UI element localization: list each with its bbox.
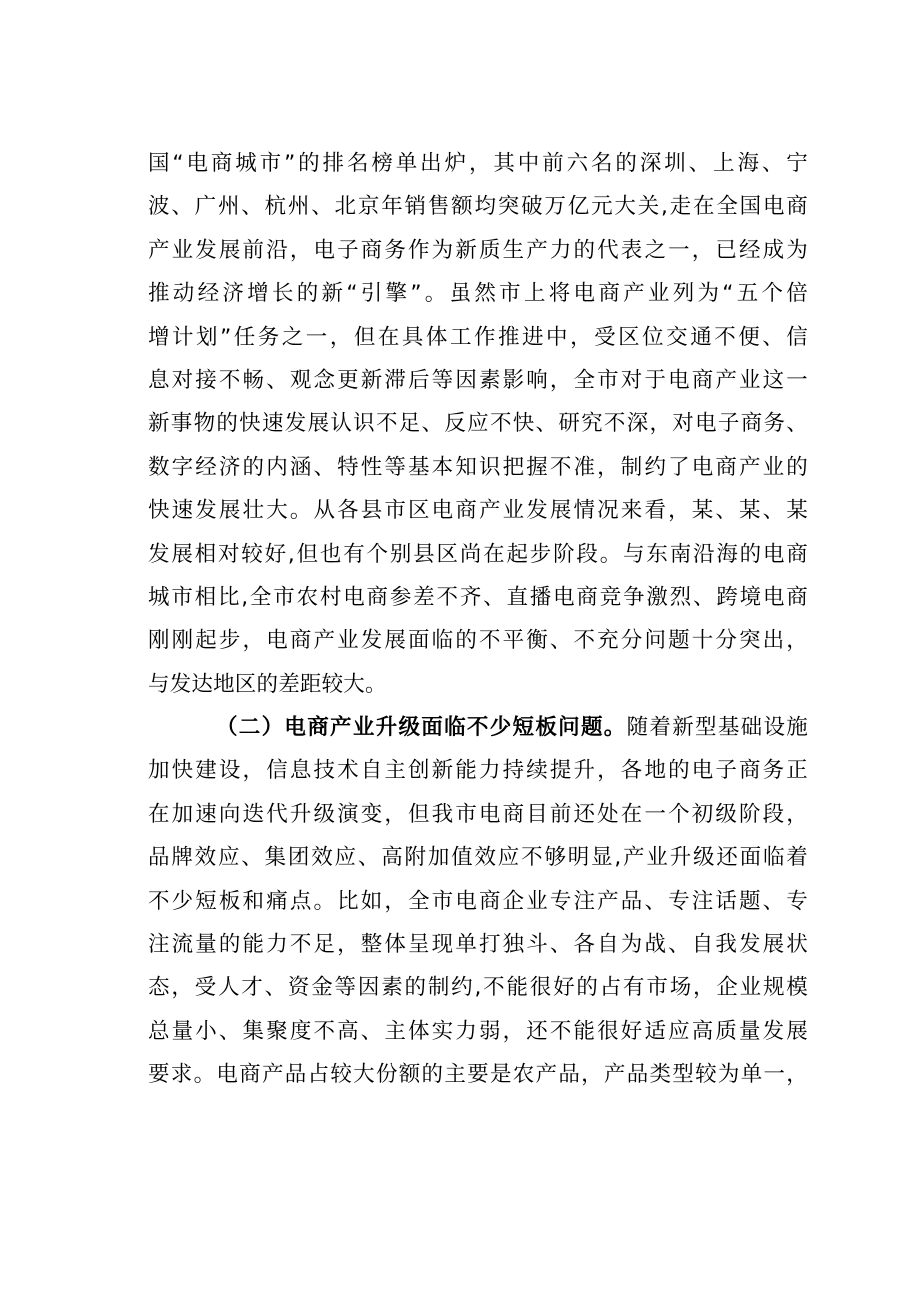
paragraph-line: 要求。电商产品占较大份额的主要是农产品，产品类型较为单一，: [148, 1062, 808, 1088]
paragraph-line: 国“电商城市”的排名榜单出炉，其中前六名的深圳、上海、宁: [148, 151, 808, 176]
paragraph-line: 波、广州、杭州、北京年销售额均突破万亿元大关,走在全国电商: [148, 194, 808, 220]
paragraph-line: 品牌效应、集团效应、高附加值效应不够明显,产业升级还面临着: [148, 845, 808, 871]
section-2-first-line-text: 随着新型基础设施: [626, 715, 808, 741]
paragraph-line: 快速发展壮大。从各县市区电商产业发展情况来看，某、某、某: [148, 498, 808, 524]
paragraph-line: 产业发展前沿，电子商务作为新质生产力的代表之一，已经成为: [148, 237, 808, 263]
paragraph-line: 新事物的快速发展认识不足、反应不快、研究不深，对电子商务、: [148, 411, 808, 437]
section-2-first-line: [148, 706, 808, 749]
paragraph-line: 发展相对较好,但也有个别县区尚在起步阶段。与东南沿海的电商: [148, 541, 808, 567]
body-text: [148, 142, 808, 1097]
paragraph-line: 息对接不畅、观念更新滞后等因素影响，全市对于电商产业这一: [148, 367, 808, 393]
section-2-heading: （二）电商产业升级面临不少短板问题。: [216, 715, 627, 741]
paragraph-line: 数字经济的内涵、特性等基本知识把握不准，制约了电商产业的: [148, 454, 808, 480]
paragraph-line: 加快建设，信息技术自主创新能力持续提升，各地的电子商务正: [148, 758, 808, 784]
paragraph-line: 不少短板和痛点。比如，全市电商企业专注产品、专注话题、专: [148, 888, 808, 914]
paragraph-line: 城市相比,全市农村电商参差不齐、直播电商竞争激烈、跨境电商: [148, 584, 808, 610]
paragraph-line: 推动经济增长的新“引擎”。虽然市上将电商产业列为“五个倍: [148, 281, 808, 307]
paragraph-line: 刚刚起步，电商产业发展面临的不平衡、不充分问题十分突出，: [148, 628, 808, 654]
paragraph-line: 在加速向迭代升级演变，但我市电商目前还处在一个初级阶段，: [148, 801, 808, 827]
paragraph-line: 增计划”任务之一，但在具体工作推进中，受区位交通不便、信: [148, 324, 808, 350]
paragraph-line: 总量小、集聚度不高、主体实力弱，还不能很好适应高质量发展: [148, 1018, 808, 1044]
paragraph-last-line: 与发达地区的差距较大。: [148, 671, 387, 697]
paragraph-line: 注流量的能力不足，整体呈现单打独斗、各自为战、自我发展状: [148, 932, 808, 958]
paragraph-line: 态，受人才、资金等因素的制约,不能很好的占有市场，企业规模: [148, 975, 808, 1001]
